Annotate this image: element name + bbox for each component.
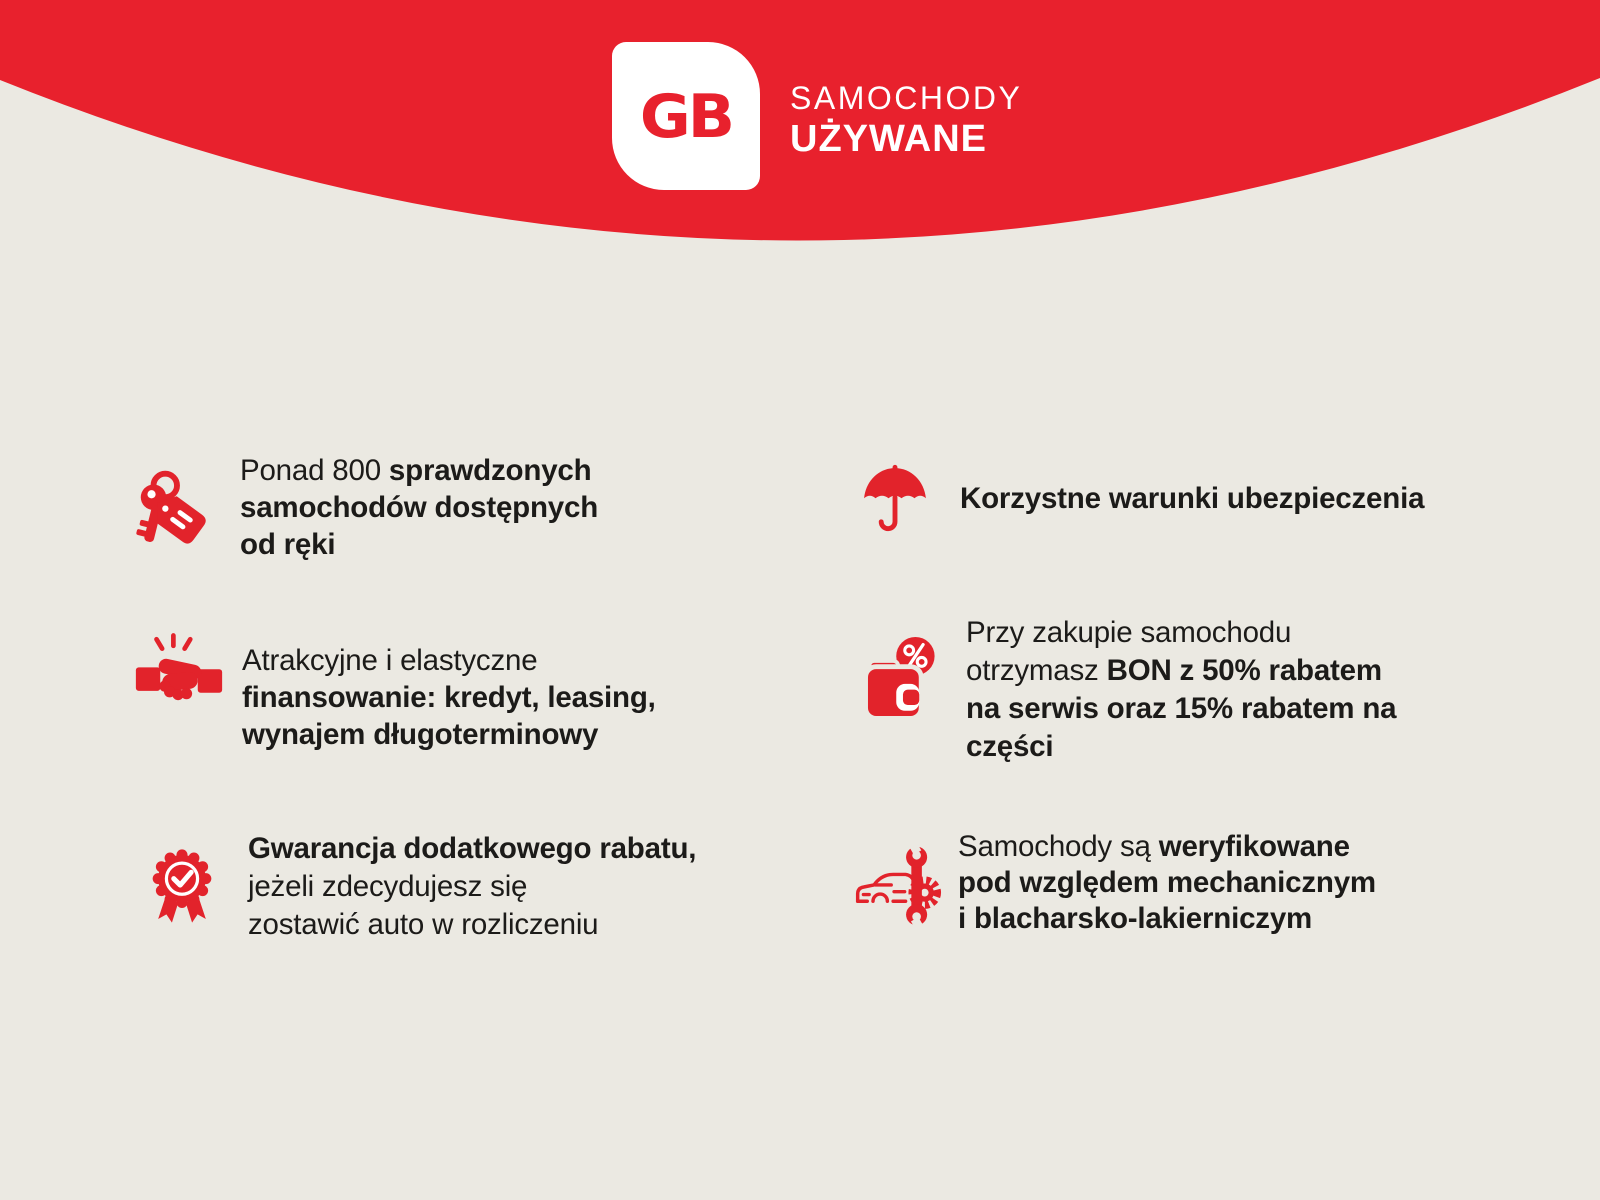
car-service-icon <box>850 838 942 930</box>
handshake-icon <box>134 628 224 718</box>
benefit-inventory-text <box>240 452 598 563</box>
benefit-verification <box>850 830 1376 937</box>
car-key-tag-icon <box>130 460 224 554</box>
benefit-financing-text <box>242 642 656 753</box>
brand-line-samochody: SAMOCHODY <box>790 80 1023 116</box>
brand-wordmark <box>790 82 1022 160</box>
benefit-inventory <box>130 452 598 563</box>
benefit-insurance <box>856 458 1424 540</box>
benefit-verification-text <box>958 829 1376 937</box>
text-line: i blacharsko-lakierniczym <box>958 902 1313 935</box>
text-line: Samochody są weryfikowane <box>958 830 1350 863</box>
text-line: finansowanie: kredyt, leasing, <box>242 681 656 714</box>
benefit-insurance-text <box>960 480 1424 517</box>
text-line: od ręki <box>240 528 336 561</box>
umbrella-icon <box>856 458 934 540</box>
brand-line-uzywane: UŻYWANE <box>790 117 987 160</box>
benefit-guarantee-text <box>248 830 696 944</box>
benefit-guarantee <box>138 832 697 944</box>
gb-logo-text: GB <box>639 80 733 152</box>
text-line: Przy zakupie samochodu <box>966 616 1292 649</box>
gb-logo <box>612 42 760 190</box>
text-line: wynajem długoterminowy <box>242 718 599 751</box>
text-line: pod względem mechanicznym <box>958 866 1376 899</box>
text-line: otrzymasz BON z 50% rabatem <box>966 654 1382 687</box>
text-line: zostawić auto w rozliczeniu <box>248 908 599 941</box>
benefit-voucher-text <box>966 614 1396 766</box>
benefit-financing <box>134 628 656 753</box>
text-line: części <box>966 730 1054 763</box>
text-line: jeżeli zdecydujesz się <box>248 870 528 903</box>
wallet-discount-icon <box>856 630 948 734</box>
text-line: Gwarancja dodatkowego rabatu, <box>248 832 697 865</box>
text-line: samochodów dostępnych <box>240 491 599 524</box>
text-line: Atrakcyjne i elastyczne <box>242 644 538 677</box>
benefit-voucher <box>856 616 1397 766</box>
award-badge-icon <box>138 842 226 930</box>
text-line: na serwis oraz 15% rabatem na <box>966 692 1397 725</box>
text-line: Ponad 800 sprawdzonych <box>240 454 592 487</box>
text-line: Korzystne warunki ubezpieczenia <box>960 482 1425 515</box>
